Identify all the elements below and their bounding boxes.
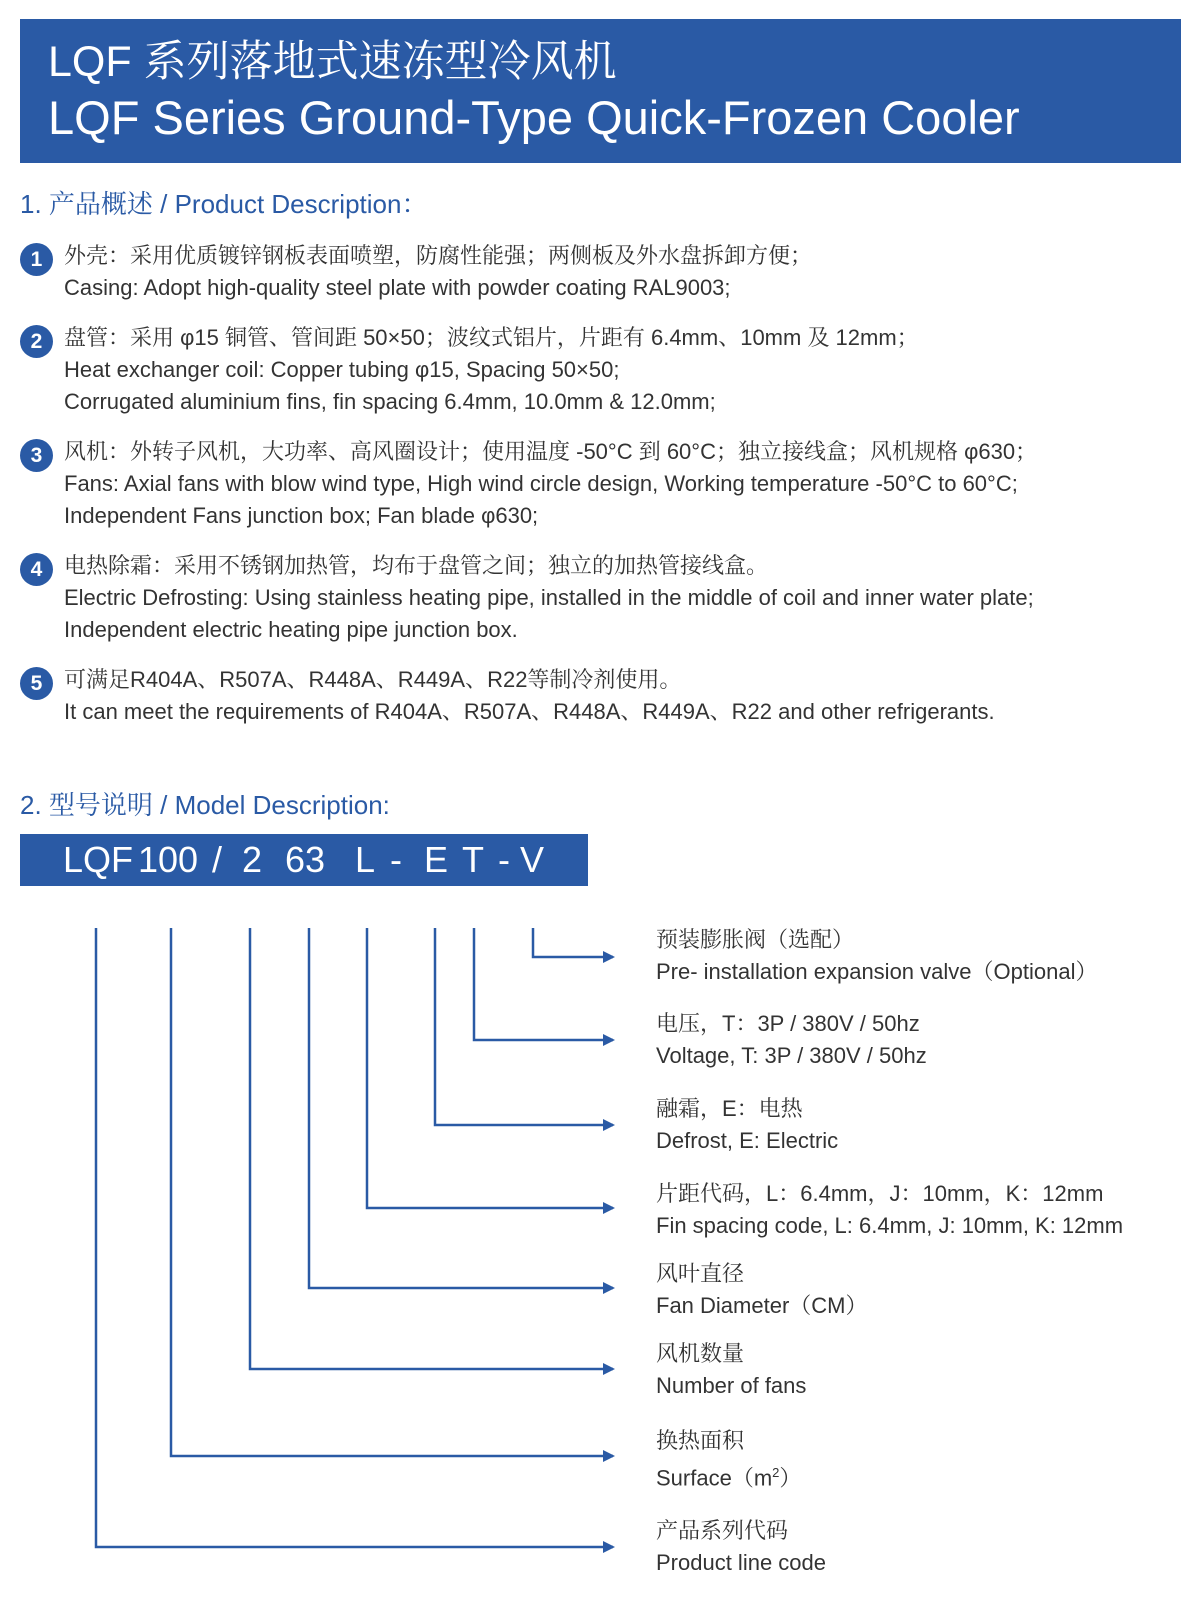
code-part-surface: 100 xyxy=(138,839,199,880)
item-line: It can meet the requirements of R404A、R507A、R448A、R449A、R22 and other refrigerants. xyxy=(64,699,995,724)
title-chinese: LQF 系列落地式速冻型冷风机 xyxy=(48,38,617,86)
number-badge: 4 xyxy=(20,553,53,586)
number-badge: 5 xyxy=(20,667,53,700)
connector-arrow-surface xyxy=(171,928,613,1456)
label-number-of-fans: 风机数量 Number of fans xyxy=(656,1341,807,1398)
code-part-dash: - xyxy=(498,839,510,880)
item-line: Casing: Adopt high-quality steel plate with powder coating RAL9003; xyxy=(64,275,731,300)
number-badge: 1 xyxy=(20,243,53,276)
label-product-line: 产品系列代码 Product line code xyxy=(656,1518,826,1575)
model-description-heading: 2. 型号说明 / Model Description: xyxy=(20,790,390,820)
code-part-defrost: E xyxy=(424,839,449,880)
code-part-slash: / xyxy=(212,839,223,880)
item-line: Heat exchanger coil: Copper tubing φ15, Spacing 50×50; xyxy=(64,357,620,382)
number-badge: 2 xyxy=(20,325,53,358)
code-part-diameter: 63 xyxy=(285,839,326,880)
connector-arrow-series xyxy=(96,928,613,1547)
connector-arrow-voltage xyxy=(474,928,613,1040)
item-line: Independent Fans junction box; Fan blade φ630; xyxy=(64,503,539,528)
connector-arrow-diameter xyxy=(309,928,613,1288)
title-english: LQF Series Ground-Type Quick-Frozen Cooler xyxy=(48,91,1020,144)
code-part-valve: V xyxy=(520,839,545,880)
item-line: 盘管：采用 φ15 铜管、管间距 50×50；波纹式铝片，片距有 6.4mm、10mm 及 12mm； xyxy=(64,325,919,350)
label-defrost: 融霜，E：电热 Defrost, E: Electric xyxy=(656,1096,839,1153)
item-line: Fans: Axial fans with blow wind type, High wind circle design, Working temperature -50°C to 60°C; xyxy=(64,471,1018,496)
connector-arrow-fans xyxy=(250,928,613,1369)
item-line: 风机：外转子风机，大功率、高风圈设计；使用温度 -50°C 到 60°C；独立接线盒；风机规格 φ630； xyxy=(64,439,1038,464)
item-line: 可满足R404A、R507A、R448A、R449A、R22等制冷剂使用。 xyxy=(64,667,682,692)
product-description-heading: 1. 产品概述 / Product Description： xyxy=(20,189,428,219)
code-part-fin: L xyxy=(355,839,376,880)
item-line: Independent electric heating pipe junction box. xyxy=(64,617,518,642)
label-voltage: 电压，T：3P / 380V / 50hz Voltage, T: 3P / 380V / 50hz xyxy=(656,1011,927,1068)
connector-arrow-fin xyxy=(367,928,613,1208)
code-part-fans: 2 xyxy=(242,839,263,880)
code-part-series: LQF xyxy=(63,839,134,880)
code-part-dash: - xyxy=(390,839,402,880)
item-line: 电热除霜：采用不锈钢加热管，均布于盘管之间；独立的加热管接线盒。 xyxy=(64,553,769,578)
label-fin-spacing: 片距代码，L：6.4mm，J：10mm，K：12mm Fin spacing code, L: 6.4mm, J: 10mm, K: 12mm xyxy=(656,1181,1124,1238)
label-surface: 换热面积 $Surface(m^2)$ xyxy=(656,1428,802,1491)
connector-arrow-valve xyxy=(533,928,613,957)
number-badge: 3 xyxy=(20,439,53,472)
label-expansion-valve: 预装膨胀阀（选配） Pre- installation expansion valve（Optional） xyxy=(656,927,1098,984)
label-fan-diameter: 风叶直径 Fan Diameter（CM） xyxy=(656,1261,868,1318)
item-line: 外壳：采用优质镀锌钢板表面喷塑，防腐性能强；两侧板及外水盘拆卸方便； xyxy=(64,243,813,268)
item-line: Electric Defrosting: Using stainless heating pipe, installed in the middle of coil and inner water plate; xyxy=(64,585,1034,610)
code-part-voltage: T xyxy=(462,839,484,880)
item-line: Corrugated aluminium fins, fin spacing 6.4mm, 10.0mm & 12.0mm; xyxy=(64,389,716,414)
